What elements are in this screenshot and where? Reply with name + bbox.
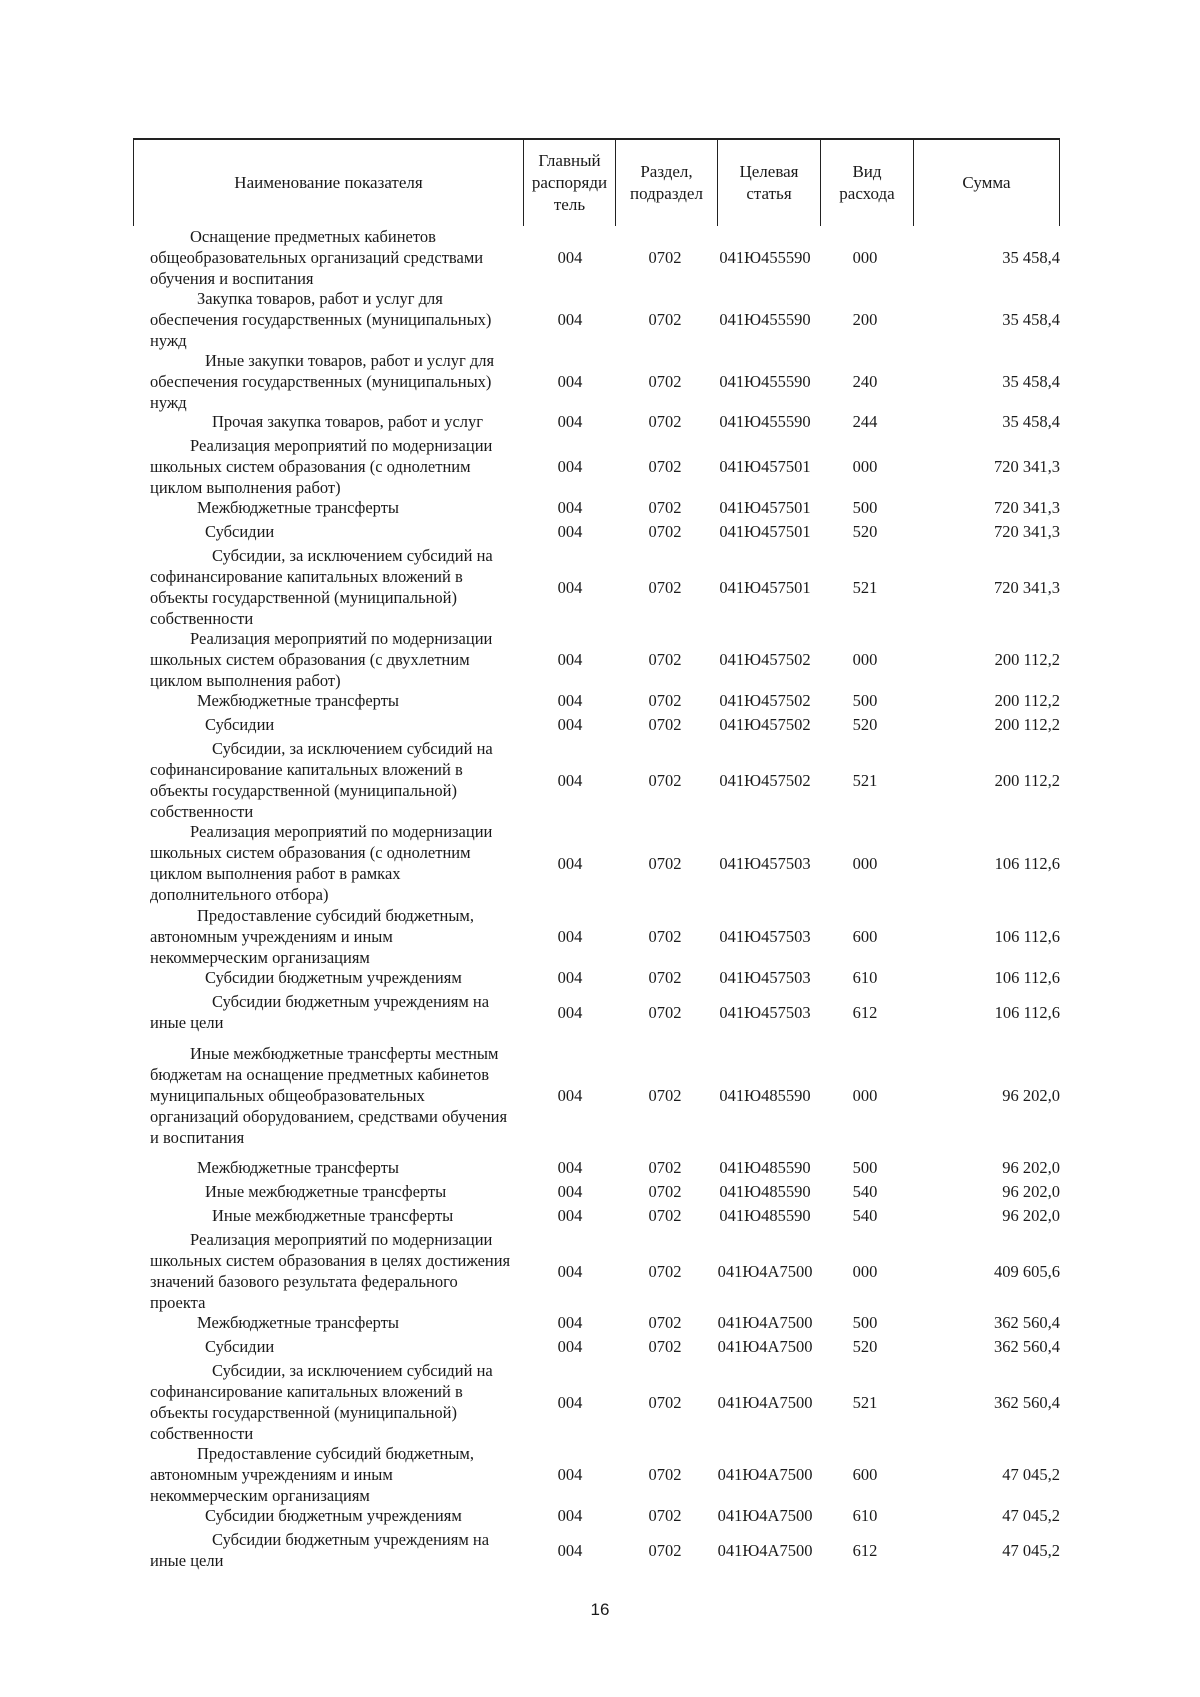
row-name — [150, 905, 522, 968]
row-name-line: иные цели — [150, 1013, 224, 1032]
row-section: 0702 — [648, 1262, 682, 1281]
row-name-line: собственности — [150, 1424, 254, 1443]
row-sum: 106 112,6 — [994, 1003, 1060, 1022]
row-chief: 004 — [557, 650, 583, 669]
row-expense-type: 521 — [852, 578, 878, 597]
header-sum: Сумма — [913, 140, 1060, 226]
row-name-line: бюджетам на оснащение предметных кабинетов — [150, 1065, 489, 1084]
row-sum: 106 112,6 — [994, 968, 1060, 987]
row-sum: 106 112,6 — [994, 854, 1060, 873]
row-section: 0702 — [648, 691, 682, 710]
table-row — [0, 1181, 1200, 1202]
row-name — [150, 521, 522, 542]
table-row — [0, 1529, 1200, 1571]
row-sum: 35 458,4 — [1002, 372, 1060, 391]
row-section: 0702 — [648, 1206, 682, 1225]
row-sum: 106 112,6 — [994, 927, 1060, 946]
row-sum: 720 341,3 — [994, 498, 1060, 517]
row-name-line: проекта — [150, 1293, 206, 1312]
row-name-line: Реализация мероприятий по модернизации — [190, 822, 493, 841]
row-expense-type: 000 — [852, 248, 878, 267]
row-section: 0702 — [648, 457, 682, 476]
row-chief: 004 — [557, 1337, 583, 1356]
row-name-line: софинансирование капитальных вложений в — [150, 760, 463, 779]
row-name-line: автономным учреждениям и иным — [150, 927, 393, 946]
row-name — [150, 1043, 522, 1148]
row-section: 0702 — [648, 310, 682, 329]
row-name-line: автономным учреждениям и иным — [150, 1465, 393, 1484]
row-section: 0702 — [648, 1182, 682, 1201]
row-name-line: Межбюджетные трансферты — [197, 1313, 400, 1332]
row-name — [150, 1360, 522, 1444]
row-expense-type: 540 — [852, 1182, 878, 1201]
row-target-article: 041Ю4А7500 — [717, 1506, 813, 1525]
row-name — [150, 1443, 522, 1506]
row-target-article: 041Ю455590 — [719, 372, 811, 391]
header-chief: Главный распоряди тель — [523, 140, 615, 226]
row-expense-type: 500 — [852, 1313, 878, 1332]
table-row — [0, 1443, 1200, 1506]
row-target-article: 041Ю485590 — [719, 1158, 811, 1177]
row-name-line: и воспитания — [150, 1128, 245, 1147]
table-row — [0, 1229, 1200, 1313]
row-expense-type: 200 — [852, 310, 878, 329]
row-chief: 004 — [557, 578, 583, 597]
table-row — [0, 545, 1200, 629]
row-name-line: циклом выполнения работ в рамках — [150, 864, 401, 883]
row-chief: 004 — [557, 1158, 583, 1177]
row-expense-type: 500 — [852, 691, 878, 710]
row-target-article: 041Ю4А7500 — [717, 1541, 813, 1560]
row-expense-type: 610 — [852, 1506, 878, 1525]
row-name-line: Межбюджетные трансферты — [197, 691, 400, 710]
row-chief: 004 — [557, 1465, 583, 1484]
row-chief: 004 — [557, 1086, 583, 1105]
row-name-line: Субсидии бюджетным учреждениям — [205, 968, 462, 987]
row-expense-type: 520 — [852, 522, 878, 541]
row-chief: 004 — [557, 372, 583, 391]
table-row — [0, 435, 1200, 498]
header-expense: Вид расхода — [820, 140, 913, 226]
header-target: Целевая статья — [717, 140, 820, 226]
row-expense-type: 600 — [852, 927, 878, 946]
row-chief: 004 — [557, 927, 583, 946]
row-expense-type: 612 — [852, 1003, 878, 1022]
row-name-line: нужд — [150, 331, 187, 350]
row-section: 0702 — [648, 771, 682, 790]
row-target-article: 041Ю4А7500 — [717, 1465, 813, 1484]
row-name — [150, 1229, 522, 1313]
row-name — [150, 350, 522, 413]
row-expense-type: 000 — [852, 1086, 878, 1105]
row-target-article: 041Ю457503 — [719, 927, 811, 946]
row-name — [150, 411, 522, 432]
row-chief: 004 — [557, 968, 583, 987]
row-expense-type: 500 — [852, 1158, 878, 1177]
row-section: 0702 — [648, 1465, 682, 1484]
row-name-line: Субсидии, за исключением субсидий на — [212, 739, 493, 758]
row-chief: 004 — [557, 248, 583, 267]
row-name — [150, 738, 522, 822]
row-target-article: 041Ю457501 — [719, 498, 811, 517]
row-name — [150, 1157, 522, 1178]
row-name-line: Реализация мероприятий по модернизации — [190, 436, 493, 455]
row-name-line: Субсидии — [205, 522, 275, 541]
row-chief: 004 — [557, 1506, 583, 1525]
row-name-line: муниципальных общеобразовательных — [150, 1086, 425, 1105]
row-chief: 004 — [557, 1393, 583, 1412]
row-chief: 004 — [557, 498, 583, 517]
row-section: 0702 — [648, 715, 682, 734]
row-target-article: 041Ю457502 — [719, 715, 811, 734]
row-target-article: 041Ю457503 — [719, 1003, 811, 1022]
row-sum: 96 202,0 — [1002, 1158, 1060, 1177]
row-name-line: Субсидии бюджетным учреждениям на — [212, 1530, 490, 1549]
row-target-article: 041Ю455590 — [719, 412, 811, 431]
row-name — [150, 435, 522, 498]
row-expense-type: 521 — [852, 771, 878, 790]
row-section: 0702 — [648, 372, 682, 391]
row-name — [150, 967, 522, 988]
row-expense-type: 521 — [852, 1393, 878, 1412]
row-target-article: 041Ю4А7500 — [717, 1393, 813, 1412]
row-target-article: 041Ю455590 — [719, 248, 811, 267]
row-target-article: 041Ю4А7500 — [717, 1262, 813, 1281]
row-name-line: Иные межбюджетные трансферты — [205, 1182, 447, 1201]
row-target-article: 041Ю457502 — [719, 771, 811, 790]
table-row — [0, 905, 1200, 968]
row-target-article: 041Ю4А7500 — [717, 1313, 813, 1332]
row-sum: 96 202,0 — [1002, 1086, 1060, 1105]
row-chief: 004 — [557, 522, 583, 541]
row-name-line: собственности — [150, 609, 254, 628]
row-name-line: обеспечения государственных (муниципальных) — [150, 372, 492, 391]
row-name-line: школьных систем образования (с двухлетним — [150, 650, 470, 669]
row-target-article: 041Ю457501 — [719, 522, 811, 541]
row-chief: 004 — [557, 310, 583, 329]
row-sum: 200 112,2 — [994, 771, 1060, 790]
row-sum: 362 560,4 — [994, 1313, 1060, 1332]
row-name — [150, 1181, 522, 1202]
row-name-line: Иные межбюджетные трансферты — [212, 1206, 454, 1225]
row-chief: 004 — [557, 1182, 583, 1201]
row-chief: 004 — [557, 1206, 583, 1225]
row-sum: 409 605,6 — [994, 1262, 1060, 1281]
row-name-line: Субсидии, за исключением субсидий на — [212, 1361, 493, 1380]
table-row — [0, 821, 1200, 905]
row-target-article: 041Ю455590 — [719, 310, 811, 329]
row-sum: 362 560,4 — [994, 1337, 1060, 1356]
row-target-article: 041Ю485590 — [719, 1206, 811, 1225]
table-row — [0, 497, 1200, 518]
row-section: 0702 — [648, 1003, 682, 1022]
row-section: 0702 — [648, 1313, 682, 1332]
row-name-line: софинансирование капитальных вложений в — [150, 1382, 463, 1401]
row-section: 0702 — [648, 522, 682, 541]
row-name — [150, 1205, 522, 1226]
row-chief: 004 — [557, 691, 583, 710]
table-row — [0, 1336, 1200, 1357]
row-name-line: обучения и воспитания — [150, 269, 314, 288]
row-chief: 004 — [557, 457, 583, 476]
row-chief: 004 — [557, 715, 583, 734]
row-section: 0702 — [648, 578, 682, 597]
table-row — [0, 1157, 1200, 1178]
row-section: 0702 — [648, 854, 682, 873]
row-target-article: 041Ю457503 — [719, 854, 811, 873]
row-expense-type: 000 — [852, 650, 878, 669]
row-sum: 47 045,2 — [1002, 1506, 1060, 1525]
row-name-line: Иные межбюджетные трансферты местным — [190, 1044, 499, 1063]
row-sum: 720 341,3 — [994, 522, 1060, 541]
row-chief: 004 — [557, 1003, 583, 1022]
row-expense-type: 520 — [852, 715, 878, 734]
table-row — [0, 714, 1200, 735]
row-sum: 200 112,2 — [994, 715, 1060, 734]
row-name — [150, 628, 522, 691]
row-name-line: циклом выполнения работ) — [150, 671, 341, 690]
row-expense-type: 500 — [852, 498, 878, 517]
row-name-line: нужд — [150, 393, 187, 412]
row-name — [150, 1312, 522, 1333]
row-name — [150, 821, 522, 905]
row-sum: 96 202,0 — [1002, 1182, 1060, 1201]
row-name-line: Реализация мероприятий по модернизации — [190, 629, 493, 648]
row-sum: 362 560,4 — [994, 1393, 1060, 1412]
row-expense-type: 600 — [852, 1465, 878, 1484]
table-row — [0, 690, 1200, 711]
row-expense-type: 612 — [852, 1541, 878, 1560]
row-sum: 96 202,0 — [1002, 1206, 1060, 1225]
row-name-line: некоммерческим организациям — [150, 1486, 370, 1505]
row-section: 0702 — [648, 248, 682, 267]
row-name-line: Реализация мероприятий по модернизации — [190, 1230, 493, 1249]
row-section: 0702 — [648, 1086, 682, 1105]
header-name: Наименование показателя — [133, 140, 523, 226]
row-target-article: 041Ю4А7500 — [717, 1337, 813, 1356]
row-sum: 35 458,4 — [1002, 412, 1060, 431]
row-name-line: Межбюджетные трансферты — [197, 498, 400, 517]
row-name-line: Предоставление субсидий бюджетным, — [197, 906, 474, 925]
table-row — [0, 1205, 1200, 1226]
row-chief: 004 — [557, 1313, 583, 1332]
row-target-article: 041Ю457502 — [719, 650, 811, 669]
table-header — [133, 138, 1060, 226]
row-name — [150, 991, 522, 1033]
row-name-line: Оснащение предметных кабинетов — [190, 227, 436, 246]
table-row — [0, 226, 1200, 289]
row-expense-type: 000 — [852, 854, 878, 873]
row-name-line: дополнительного отбора) — [150, 885, 329, 904]
row-sum: 47 045,2 — [1002, 1541, 1060, 1560]
row-expense-type: 520 — [852, 1337, 878, 1356]
row-chief: 004 — [557, 1541, 583, 1560]
table-row — [0, 1505, 1200, 1526]
row-target-article: 041Ю485590 — [719, 1086, 811, 1105]
row-section: 0702 — [648, 650, 682, 669]
row-section: 0702 — [648, 1158, 682, 1177]
row-expense-type: 610 — [852, 968, 878, 987]
row-sum: 200 112,2 — [994, 691, 1060, 710]
row-name — [150, 1336, 522, 1357]
row-name — [150, 226, 522, 289]
row-name-line: организаций оборудованием, средствами обучения — [150, 1107, 508, 1126]
row-name-line: Межбюджетные трансферты — [197, 1158, 400, 1177]
row-name — [150, 714, 522, 735]
row-target-article: 041Ю485590 — [719, 1182, 811, 1201]
row-expense-type: 244 — [852, 412, 878, 431]
row-expense-type: 240 — [852, 372, 878, 391]
row-name-line: Субсидии — [205, 715, 275, 734]
row-name-line: софинансирование капитальных вложений в — [150, 567, 463, 586]
table-row — [0, 738, 1200, 822]
row-name-line: Субсидии бюджетным учреждениям на — [212, 992, 490, 1011]
row-section: 0702 — [648, 1337, 682, 1356]
page-number: 16 — [590, 1600, 610, 1619]
row-name-line: объекты государственной (муниципальной) — [150, 781, 457, 800]
row-name — [150, 288, 522, 351]
row-target-article: 041Ю457501 — [719, 457, 811, 476]
row-name — [150, 1529, 522, 1571]
row-section: 0702 — [648, 1393, 682, 1412]
table-row — [0, 411, 1200, 432]
row-section: 0702 — [648, 1506, 682, 1525]
header-section: Раздел, подраздел — [615, 140, 717, 226]
table-row — [0, 1312, 1200, 1333]
row-name-line: школьных систем образования (с однолетним — [150, 457, 471, 476]
row-section: 0702 — [648, 498, 682, 517]
row-section: 0702 — [648, 412, 682, 431]
row-chief: 004 — [557, 412, 583, 431]
row-expense-type: 540 — [852, 1206, 878, 1225]
row-expense-type: 000 — [852, 457, 878, 476]
row-section: 0702 — [648, 968, 682, 987]
row-chief: 004 — [557, 1262, 583, 1281]
row-chief: 004 — [557, 771, 583, 790]
row-name — [150, 545, 522, 629]
table-row — [0, 521, 1200, 542]
row-name-line: Иные закупки товаров, работ и услуг для — [205, 351, 495, 370]
table-row — [0, 288, 1200, 351]
row-name-line: Субсидии бюджетным учреждениям — [205, 1506, 462, 1525]
row-name-line: школьных систем образования в целях достижения — [150, 1251, 511, 1270]
row-name-line: объекты государственной (муниципальной) — [150, 1403, 457, 1422]
row-name — [150, 497, 522, 518]
table-row — [0, 1043, 1200, 1148]
row-name-line: иные цели — [150, 1551, 224, 1570]
row-name-line: Прочая закупка товаров, работ и услуг — [212, 412, 484, 431]
table-row — [0, 991, 1200, 1033]
row-name-line: некоммерческим организациям — [150, 948, 370, 967]
row-chief: 004 — [557, 854, 583, 873]
row-name-line: обеспечения государственных (муниципальных) — [150, 310, 492, 329]
row-sum: 35 458,4 — [1002, 248, 1060, 267]
table-row — [0, 350, 1200, 413]
row-target-article: 041Ю457501 — [719, 578, 811, 597]
row-name-line: Субсидии — [205, 1337, 275, 1356]
row-name-line: школьных систем образования (с однолетним — [150, 843, 471, 862]
row-sum: 720 341,3 — [994, 578, 1060, 597]
row-sum: 47 045,2 — [1002, 1465, 1060, 1484]
row-sum: 35 458,4 — [1002, 310, 1060, 329]
row-target-article: 041Ю457502 — [719, 691, 811, 710]
row-name — [150, 1505, 522, 1526]
row-name-line: Субсидии, за исключением субсидий на — [212, 546, 493, 565]
row-name-line: общеобразовательных организаций средствами — [150, 248, 484, 267]
row-target-article: 041Ю457503 — [719, 968, 811, 987]
row-section: 0702 — [648, 927, 682, 946]
table-row — [0, 967, 1200, 988]
row-expense-type: 000 — [852, 1262, 878, 1281]
row-name-line: циклом выполнения работ) — [150, 478, 341, 497]
row-name-line: значений базового результата федерального — [150, 1272, 458, 1291]
row-sum: 720 341,3 — [994, 457, 1060, 476]
table-row — [0, 628, 1200, 691]
row-name-line: Закупка товаров, работ и услуг для — [197, 289, 443, 308]
row-sum: 200 112,2 — [994, 650, 1060, 669]
row-name-line: объекты государственной (муниципальной) — [150, 588, 457, 607]
table-row — [0, 1360, 1200, 1444]
row-section: 0702 — [648, 1541, 682, 1560]
row-name-line: Предоставление субсидий бюджетным, — [197, 1444, 474, 1463]
row-name-line: собственности — [150, 802, 254, 821]
row-name — [150, 690, 522, 711]
